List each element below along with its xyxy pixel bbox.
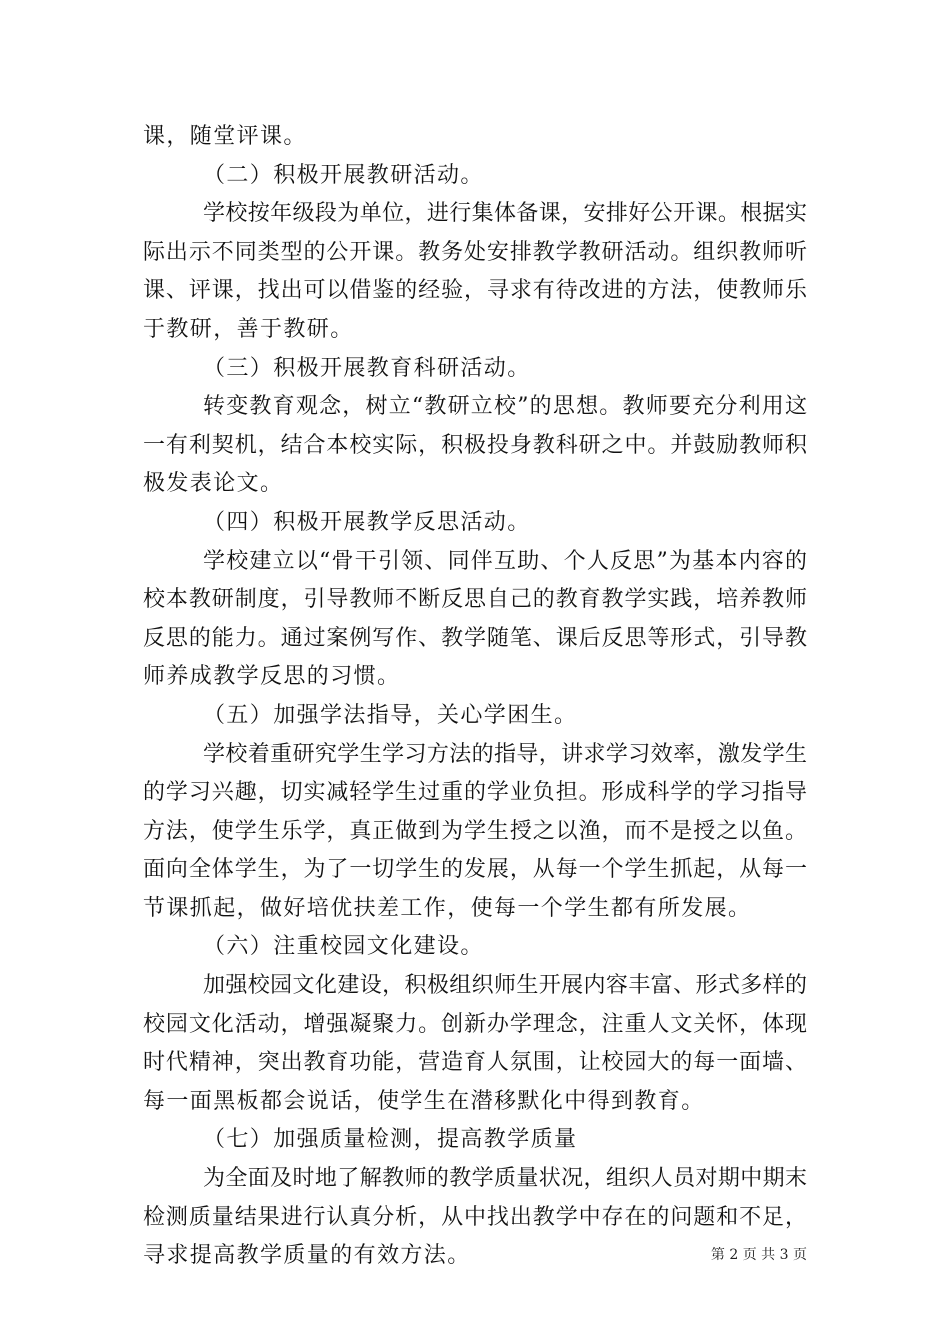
paragraph-line: 节课抓起，做好培优扶差工作，使每一个学生都有所发展。 xyxy=(143,895,752,921)
paragraph-line: 校本教研制度，引导教师不断反思自己的教育教学实践，培养教师 xyxy=(143,587,807,613)
section-heading-5: （五）加强学法指导，关心学困生。 xyxy=(203,702,578,728)
page-number: 第 2 页 共 3 页 xyxy=(710,1247,807,1263)
paragraph-line: 学校按年级段为单位，进行集体备课，安排好公开课。根据实 xyxy=(203,201,807,227)
paragraph-line: 的学习兴趣，切实减轻学生过重的学业负担。形成科学的学习指导 xyxy=(143,780,807,806)
paragraph-line: 加强校园文化建设，积极组织师生开展内容丰富、形式多样的 xyxy=(203,973,807,999)
paragraph-line: 于教研，善于教研。 xyxy=(143,316,354,342)
paragraph-line: 际出示不同类型的公开课。教务处安排教学教研活动。组织教师听 xyxy=(143,239,807,265)
paragraph-line: 时代精神，突出教育功能，营造育人氛围，让校园大的每一面墙、 xyxy=(143,1050,807,1076)
paragraph-line: 转变教育观念，树立“教研立校”的思想。教师要充分利用这 xyxy=(203,394,807,420)
section-heading-7: （七）加强质量检测，提高教学质量 xyxy=(203,1127,578,1153)
document-body xyxy=(143,118,807,1276)
paragraph-line: 学校着重研究学生学习方法的指导，讲求学习效率，激发学生 xyxy=(203,741,807,767)
section-heading-3: （三）积极开展教育科研活动。 xyxy=(203,355,531,381)
section-heading-6: （六）注重校园文化建设。 xyxy=(203,934,484,960)
paragraph-line: 极发表论文。 xyxy=(143,471,284,497)
paragraph-line: 每一面黑板都会说话，使学生在潜移默化中得到教育。 xyxy=(143,1088,705,1114)
paragraph-line: 方法，使学生乐学，真正做到为学生授之以渔，而不是授之以鱼。 xyxy=(143,818,807,844)
paragraph-line: 学校建立以“骨干引领、同伴互助、个人反思”为基本内容的 xyxy=(203,548,807,574)
paragraph-line: 一有利契机，结合本校实际，积极投身教科研之中。并鼓励教师积 xyxy=(143,432,807,458)
paragraph-line: 寻求提高教学质量的有效方法。 xyxy=(143,1243,471,1269)
paragraph-line: 课、评课，找出可以借鉴的经验，寻求有待改进的方法，使教师乐 xyxy=(143,278,807,304)
paragraph-line: 反思的能力。通过案例写作、教学随笔、课后反思等形式，引导教 xyxy=(143,625,807,651)
paragraph-line: 为全面及时地了解教师的教学质量状况，组织人员对期中期末 xyxy=(203,1166,807,1192)
section-heading-4: （四）积极开展教学反思活动。 xyxy=(203,509,531,535)
paragraph-line: 检测质量结果进行认真分析，从中找出教学中存在的问题和不足， xyxy=(143,1204,807,1230)
paragraph-line: 校园文化活动，增强凝聚力。创新办学理念，注重人文关怀，体现 xyxy=(143,1011,807,1037)
section-heading-2: （二）积极开展教研活动。 xyxy=(203,162,484,188)
body-line: 课，随堂评课。 xyxy=(143,124,307,149)
paragraph-line: 师养成教学反思的习惯。 xyxy=(143,664,401,690)
paragraph-line: 面向全体学生，为了一切学生的发展，从每一个学生抓起，从每一 xyxy=(143,857,807,883)
